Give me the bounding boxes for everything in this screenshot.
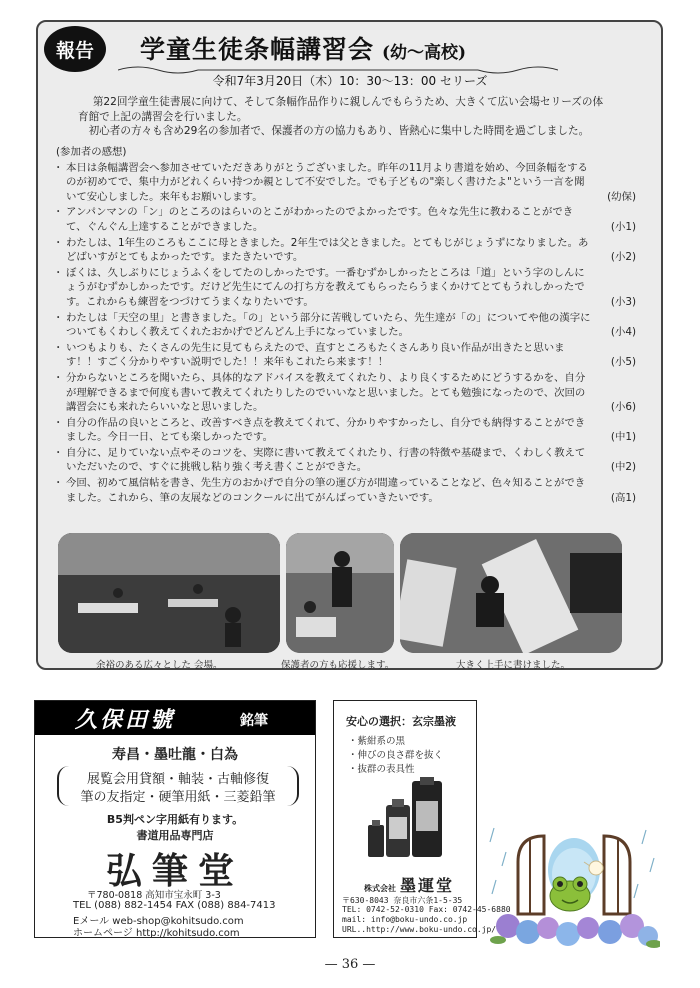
shop-type: 書道用品専門店 [136,829,214,842]
shop-logo: 弘筆堂 [105,850,244,892]
impression-grade: (小2) [610,251,636,264]
impressions-list [56,145,636,505]
impression-text: ・ わたしは「天空の里」と書きました。「の」という部分に苦戦していたら、先生達が「の」についてや他の漢字についてもくわしく教えてくれたおかげでどんどん上手になっていました。 [66,311,591,339]
impression-grade: (小1) [610,220,636,233]
ink-company [364,873,454,896]
company-mail[interactable]: mail: info@boku-undo.co.jp [342,915,468,924]
intro-paragraph: 初心者の方々も含め29名の参加者で、保護者の方の協力もあり、皆熱心に集中した時間を過ごしました。 [88,125,590,137]
event-date: 令和7年3月20日（木）10：30～13：00 セリーズ [212,74,488,88]
page-number: — 36 — [324,957,376,972]
impression-item [56,341,636,370]
impression-item [56,476,636,505]
photo-caption: 大きく上手に書けました。 [456,660,571,671]
impression-item [56,371,636,415]
impression-text: ・ 今回、初めて風信帖を書き、先生方のおかげで自分の筆の運び方が間違っていることなど、色々知ることができました。これから、筆の友展などのコンクールに出てがんばっていきたいです。 [66,477,586,504]
kohitsudo-ad [34,700,316,938]
impression-text: ・ ぼくは、久しぶりにじょうふくをしてたのしかったです。一番むずかしかったところは「道」という字のしんにょうがむずかしかったです。だけど先生にてんの打ち方を教えてもらったらうまくかけてとてもうれしかったです。これからも練習をつづけてうまくなりたいです。 [66,266,585,308]
impression-text: ・ 本日は条幅講習会へ参加させていただきありがとうございました。昨年の11月より書道を始め、今回条幅をするのが初めてで、集中力がどれくらい持つか親として不安でした。でも子どもの"楽しく書けたよ"という一言を聞いて安心しました。来年もお願いします。 [66,161,588,203]
impressions-heading: (参加者の感想) [56,146,127,158]
intro-paragraph: 第22回学童生徒書展に向けて、そして条幅作品作りに親しんでもらうため、大きくて広い会場セリーズの体育館で上記の講習会を行いました。 [78,96,604,123]
impression-grade: (中2) [610,461,636,474]
company-url[interactable]: URL..http://www.boku-undo.co.jp/ [342,925,497,934]
impression-text: ・ わたしは、1年生のころもここに母ときました。2年生では父ときました。とてもじがじょうずになりました。あどばいすがとてもよかったです。またきたいです。 [66,236,589,264]
company-tel: TEL: 0742-52-0310 Fax: 0742-45-6880 [342,905,511,914]
impression-grade: (高1) [610,491,636,504]
impression-item [56,205,636,234]
report-title-sub: (幼～高校) [382,43,467,63]
impression-text: ・ アンパンマンの「ン」のところのはらいのとこがわかったのでよかったです。色々な先生に教わることができて、ぐんぐん上達することができました。 [66,206,574,233]
ink-feature: ・抜群の表具性 [348,764,415,775]
service-line: 展覧会用貸額・軸装・古軸修復 [86,772,269,787]
impression-text: ・ 自分の作品の良いところと、改善すべき点を教えてくれて、分かりやすかったし、自分でも納得することができました。今日一日、とても楽しかったです。 [66,416,586,444]
ink-feature: ・伸びの良さ群を抜く [348,750,444,761]
frog-window-illustration [488,818,660,948]
ad-header [35,701,315,735]
impression-grade: (小3) [610,295,636,308]
impression-item [56,161,636,205]
photo-caption: 余裕のある広々とした 会場。 [96,660,223,671]
paper-note: B5判ペン字用紙有ります。 [106,813,244,826]
impression-item [56,236,636,265]
ink-feature: ・紫紺系の黒 [348,736,406,747]
photo-writing [400,533,622,653]
photo-parents [286,533,394,653]
impression-text: ・ いつもよりも、たくさんの先生に見てもらえたので、直すところもたくさんあり良い作品が出きたと思います！！すごく分かりやすい説明でした！！来年もこれたら来ます！！ [66,341,565,369]
impression-item [56,446,636,475]
company-address: 〒630-8043 奈良市六条1-5-35 [342,896,463,905]
service-line: 筆の友指定・硬筆用紙・三菱鉛筆 [80,790,276,805]
impression-item [56,266,636,310]
company-type: 株式会社 [364,883,396,893]
report-title [140,30,466,66]
shop-tel: TEL (088) 882-1454 FAX (088) 884-7413 [73,900,276,911]
shop-email[interactable]: Eメール web-shop@kohitsudo.com [73,916,244,927]
impression-text: ・ 分からないところを聞いたら、具体的なアドバイスを教えてくれたり、より良くするためにどうするかを、自分が理解できるまで何度も書いて教えてくれたりしたのでいいなと思いました。とても勉強になったので、次回の講習会にも来れたらいいなと思いました。 [66,371,586,414]
impression-text: ・ 自分に、足りていない点やそのコツを、実際に書いて教えてくれたり、行書の特徴や基礎まで、くわしく教えていただいたので、すぐに挑戦し粘り強く考え書くことができた。 [66,446,586,474]
impression-item [56,311,636,340]
report-title-main: 学童生徒条幅講習会 [140,35,375,64]
photo-caption: 保護者の方も応援します。 [281,660,395,671]
report-badge: 報告 [44,26,106,72]
product-names: 寿昌・墨吐龍・白為 [112,747,238,763]
impression-grade: (小5) [610,356,636,369]
brand-name: 久保田號 [75,707,176,733]
ink-bottles-image [366,777,448,859]
shop-address: 〒780-0818 高知市宝永町 3-3 [87,890,221,901]
photo-venue [58,533,280,653]
brand-type: 銘筆 [240,713,268,729]
impression-grade: (中1) [610,431,636,444]
ink-title: 安心の選択：玄宗墨液 [346,715,456,728]
services-box [57,766,299,806]
shop-homepage[interactable]: ホームページ http://kohitsudo.com [73,928,240,939]
impression-grade: (小6) [610,401,636,414]
bokuundo-ad [333,700,511,938]
impression-grade: (小4) [610,326,636,339]
company-name: 墨運堂 [400,876,455,895]
intro-text [78,95,608,139]
impression-grade: (幼保) [607,190,636,203]
impression-item [56,416,636,445]
